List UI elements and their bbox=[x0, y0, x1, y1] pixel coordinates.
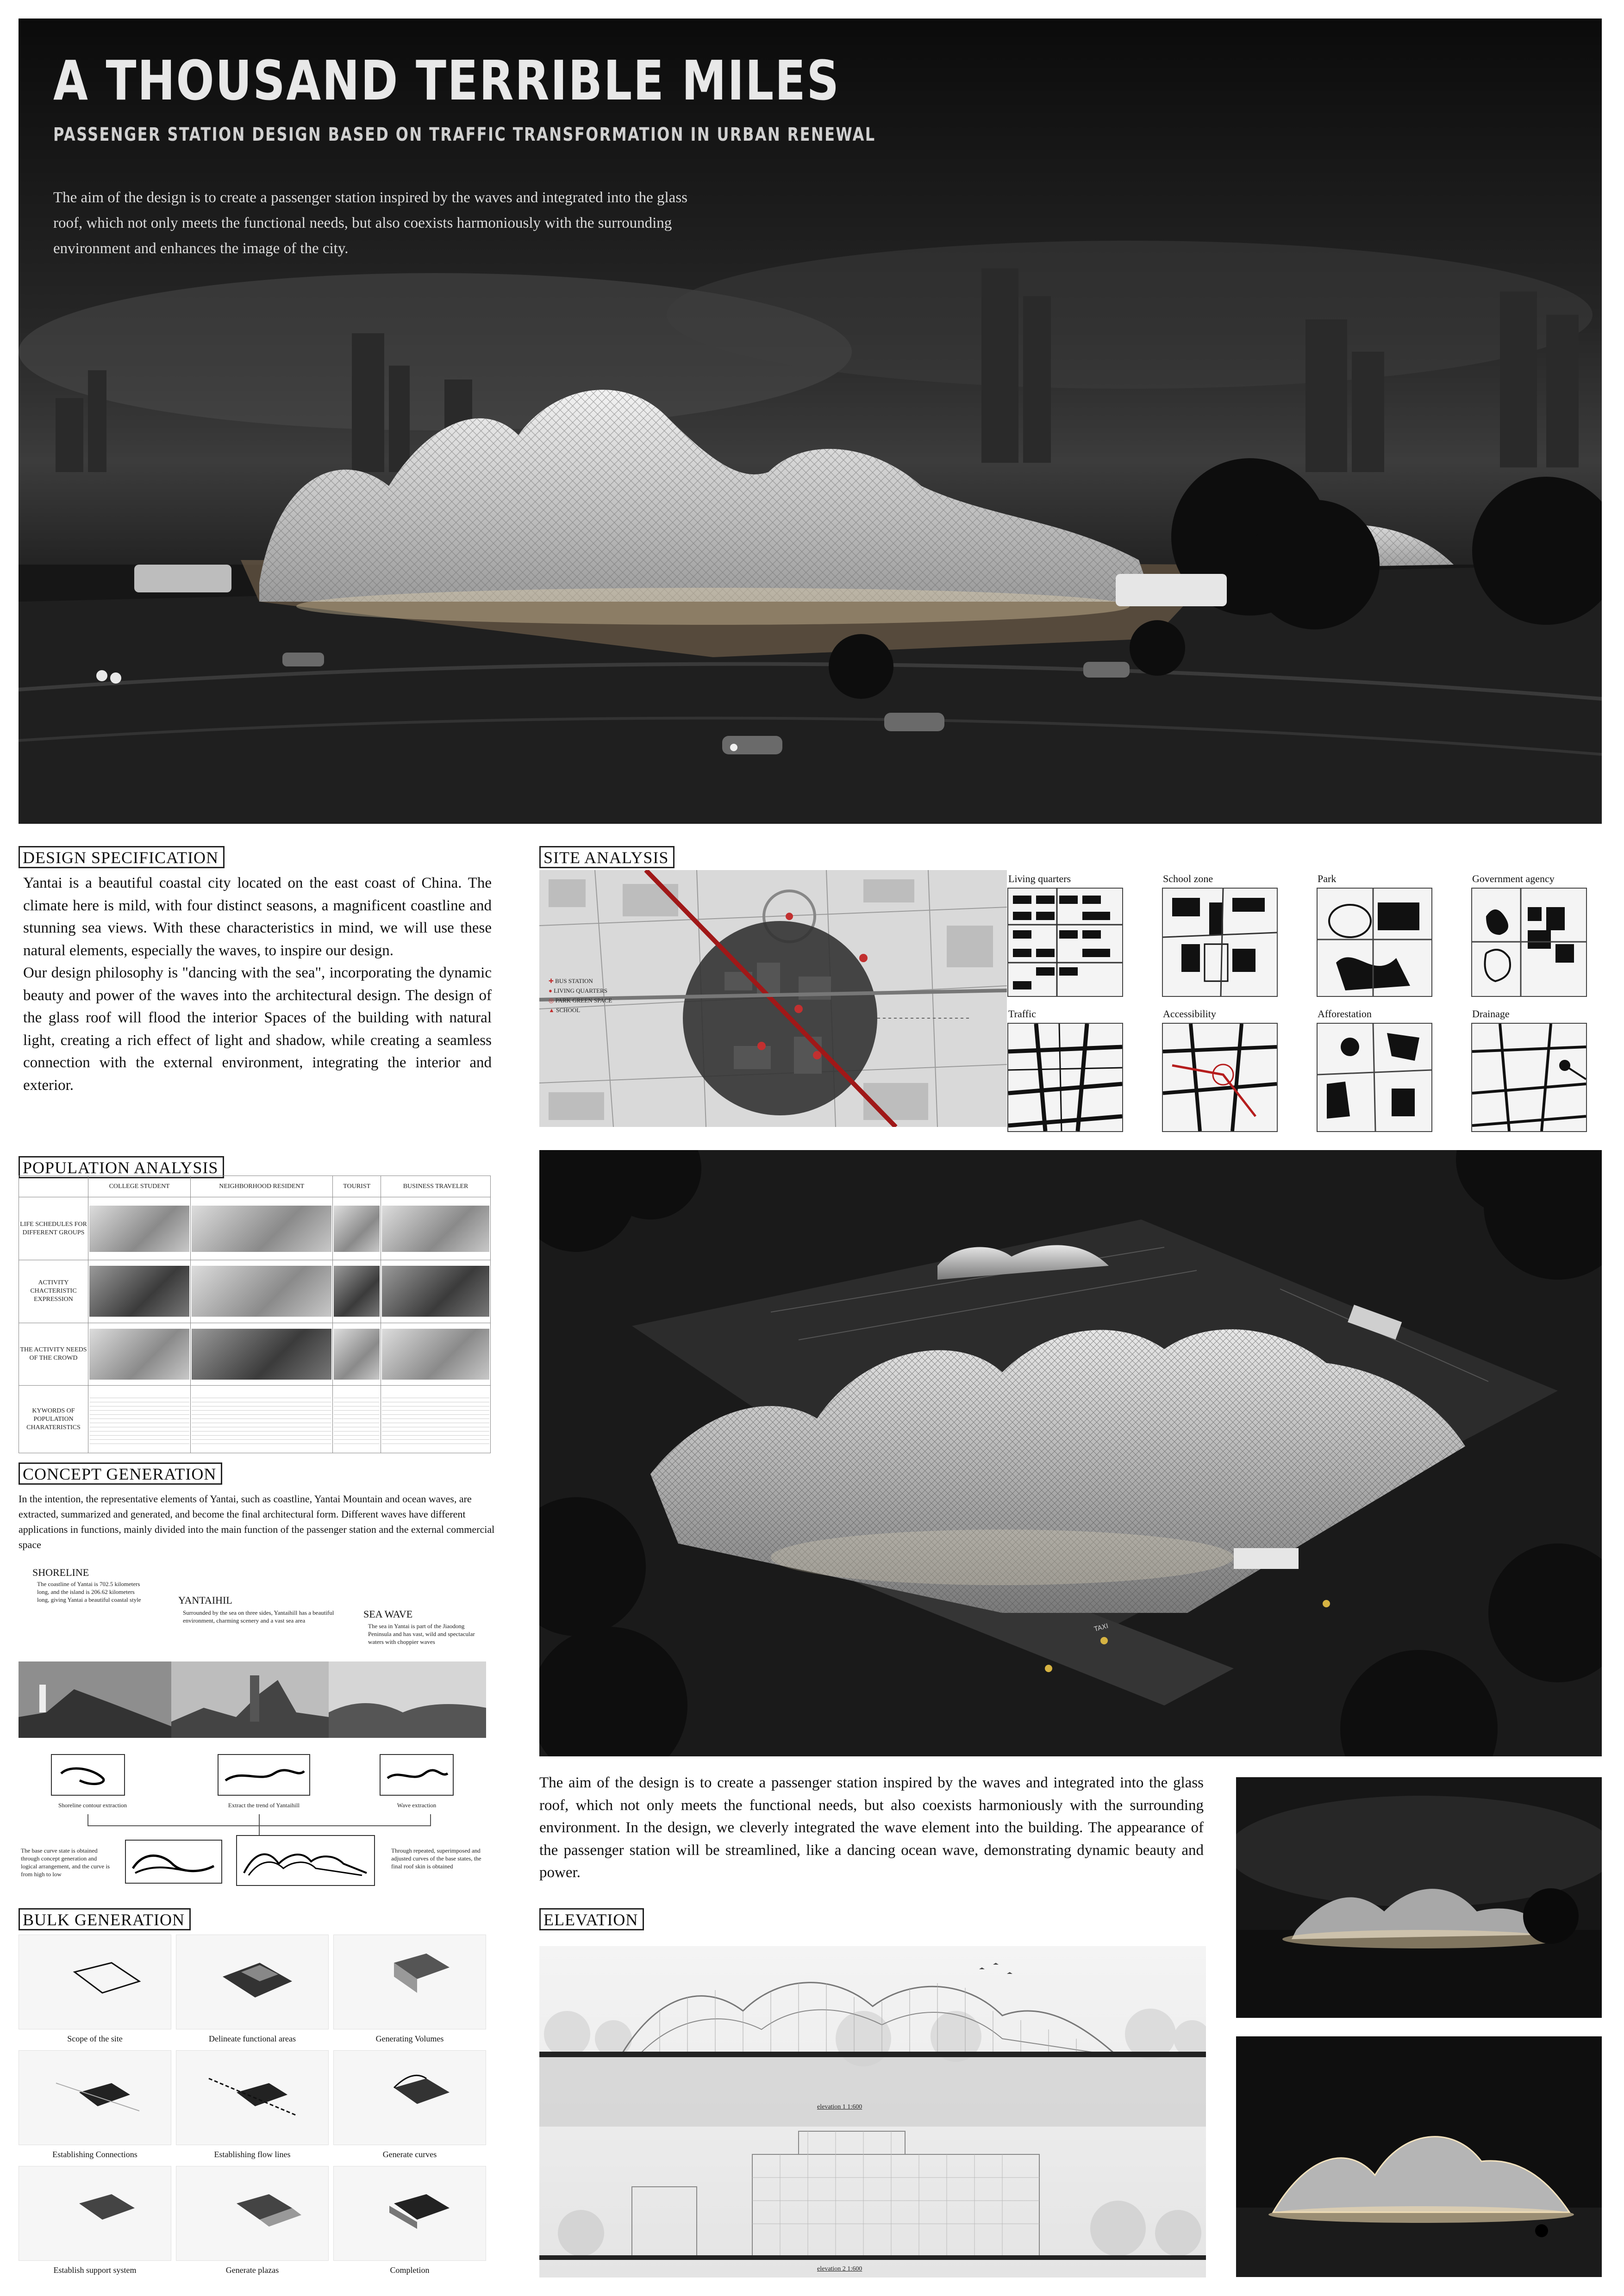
tile-drainage-map bbox=[1472, 1024, 1586, 1131]
yantaihil-text: Surrounded by the sea on three sides, Yantaihill has a beautiful environment, charming scenery and a vast sea area bbox=[183, 1609, 334, 1624]
elevation-illustration bbox=[539, 1946, 1206, 2277]
hero-description: The aim of the design is to create a passenger station inspired by the waves and integrated into the glass roof, which not only meets the functional needs, but also coexists harmoniously with the surrounding environment and enhances the image of the city. bbox=[53, 189, 688, 257]
needs-photo bbox=[334, 1329, 380, 1380]
design-aim-text: The aim of the design is to create a passenger station inspired by the waves and integrated into the glass roof, which not only meets the functional needs, but also coexists harmoniously with the surrounding environment. In the design, we cleverly integrated the wave element into the building. The appearance of the passenger station will be streamlined, like a dancing ocean wave, demonstrating dynamic beauty and power. bbox=[539, 1774, 1204, 1881]
tile-living-quarters bbox=[1007, 888, 1123, 997]
night-render-1 bbox=[1236, 1777, 1602, 2018]
extraction-hill: Extract the trend of Yantaihill bbox=[228, 1802, 300, 1809]
table-cell bbox=[191, 1260, 333, 1323]
night-render-2-drawing bbox=[1236, 2036, 1602, 2277]
schedule-chart bbox=[192, 1206, 331, 1252]
table-cell bbox=[333, 1260, 381, 1323]
design-spec-text bbox=[23, 872, 492, 1096]
activity-photo bbox=[334, 1266, 380, 1317]
legend-living-quarters: LIVING QUARTERS bbox=[554, 987, 607, 994]
table-cell bbox=[88, 1386, 191, 1453]
keyword-text-block bbox=[89, 1394, 189, 1445]
tile-label-school: School zone bbox=[1163, 873, 1213, 884]
col-tourist: TOURIST bbox=[333, 1176, 381, 1197]
tile-label-government: Government agency bbox=[1472, 873, 1555, 884]
hero-render bbox=[19, 19, 1602, 824]
shoreline-heading: SHORELINE bbox=[32, 1567, 89, 1578]
tile-drainage bbox=[1471, 1023, 1587, 1132]
bulk-drawing bbox=[334, 1935, 486, 2029]
concept-heading: CONCEPT GENERATION bbox=[19, 1462, 222, 1485]
site-analysis-heading: SITE ANALYSIS bbox=[539, 846, 675, 868]
bulk-step-9 bbox=[333, 2166, 486, 2261]
night-render-1-drawing bbox=[1236, 1777, 1602, 2018]
table-cell bbox=[191, 1323, 333, 1386]
elevation-drawings bbox=[539, 1946, 1206, 2277]
hill-curve bbox=[219, 1755, 309, 1795]
bulk-drawing bbox=[19, 2166, 171, 2261]
bulk-caption-6: Generate curves bbox=[382, 2150, 437, 2159]
base-curve-box bbox=[125, 1840, 222, 1884]
tile-traffic bbox=[1007, 1023, 1123, 1132]
tile-label-living: Living quarters bbox=[1008, 873, 1071, 884]
shoreline-text: The coastline of Yantai is 702.5 kilometers long, and the island is 206.62 kilometers long, giving Yantai a beautiful coastal style bbox=[37, 1580, 141, 1603]
schedule-chart bbox=[334, 1206, 380, 1252]
bulk-step-5 bbox=[176, 2050, 329, 2145]
tile-living-map bbox=[1008, 889, 1122, 996]
tile-park-map bbox=[1318, 889, 1431, 996]
tile-traffic-map bbox=[1008, 1024, 1122, 1131]
night-render-2 bbox=[1236, 2036, 1602, 2277]
design-spec-heading: DESIGN SPECIFICATION bbox=[19, 846, 225, 868]
elevation-heading: ELEVATION bbox=[539, 1908, 644, 1930]
wave-curve-box bbox=[380, 1754, 454, 1796]
concept-photos bbox=[19, 1661, 486, 1738]
tile-label-traffic: Traffic bbox=[1008, 1008, 1036, 1020]
base-curve-note: The base curve state is obtained through concept generation and logical arrangement, and the curve is from high to low bbox=[21, 1847, 110, 1878]
shoreline-curve-box bbox=[51, 1754, 125, 1796]
bulk-step-4 bbox=[19, 2050, 171, 2145]
bulk-drawing bbox=[19, 2051, 171, 2145]
legend-school: SCHOOL bbox=[556, 1007, 581, 1014]
activity-photo bbox=[382, 1266, 489, 1317]
table-cell bbox=[333, 1197, 381, 1260]
roof-skin-note: Through repeated, superimposed and adjusted curves of the base states, the final roof skin is obtained bbox=[391, 1847, 481, 1870]
needs-photo bbox=[192, 1329, 331, 1380]
tile-label-afforestation: Afforestation bbox=[1318, 1008, 1372, 1020]
table-cell bbox=[88, 1323, 191, 1386]
site-map bbox=[539, 870, 1007, 1127]
activity-photo bbox=[192, 1266, 331, 1317]
shoreline-curve bbox=[52, 1755, 124, 1795]
keyword-text-block bbox=[334, 1394, 380, 1445]
activity-photo bbox=[89, 1266, 189, 1317]
taxi-label: TAXI bbox=[1093, 1622, 1109, 1633]
extraction-shoreline: Shoreline contour extraction bbox=[58, 1802, 127, 1809]
bulk-step-2 bbox=[176, 1935, 329, 2029]
bulk-heading: BULK GENERATION bbox=[19, 1908, 191, 1930]
design-spec-para-1: Yantai is a beautiful coastal city located on the east coast of China. The climate here is mild, with four distinct seasons, a magnificent coastline and stunning sea views. With these characteristics in mind, we will use these natural elements, especially the waves, to inspire our design. bbox=[23, 875, 492, 959]
bulk-drawing bbox=[176, 2166, 329, 2261]
bulk-step-3 bbox=[333, 1935, 486, 2029]
bulk-caption-4: Establishing Connections bbox=[52, 2150, 137, 2159]
table-corner bbox=[19, 1176, 88, 1197]
table-cell bbox=[381, 1386, 491, 1453]
tile-afforestation-map bbox=[1318, 1024, 1431, 1131]
needs-photo bbox=[89, 1329, 189, 1380]
col-business-traveler: BUSINESS TRAVELER bbox=[381, 1176, 491, 1197]
tile-accessibility bbox=[1162, 1023, 1278, 1132]
table-cell bbox=[333, 1323, 381, 1386]
bulk-drawing bbox=[334, 2051, 486, 2145]
row-life-schedules: LIFE SCHEDULES FOR DIFFERENT GROUPS bbox=[19, 1197, 88, 1260]
sea-wave-text: The sea in Yantai is part of the Jiaodong Peninsula and has vast, wild and spectacular waters with choppier waves bbox=[368, 1623, 475, 1645]
row-activity-needs: THE ACTIVITY NEEDS OF THE CROWD bbox=[19, 1323, 88, 1386]
col-neighborhood-resident: NEIGHBORHOOD RESIDENT bbox=[191, 1176, 333, 1197]
tile-school-map bbox=[1163, 889, 1277, 996]
aerial-render bbox=[539, 1150, 1602, 1756]
elevation-2-caption: elevation 2 1:600 bbox=[817, 2265, 862, 2272]
extraction-wave: Wave extraction bbox=[397, 1802, 437, 1809]
table-cell bbox=[88, 1260, 191, 1323]
aerial-illustration bbox=[539, 1150, 1602, 1756]
bulk-step-1 bbox=[19, 1935, 171, 2029]
bulk-caption-8: Generate plazas bbox=[225, 2265, 279, 2275]
bulk-caption-3: Generating Volumes bbox=[375, 2034, 444, 2043]
elevation-1-caption: elevation 1 1:600 bbox=[817, 2103, 862, 2110]
tile-label-accessibility: Accessibility bbox=[1163, 1008, 1216, 1020]
bulk-step-7 bbox=[19, 2166, 171, 2261]
population-grid bbox=[19, 1176, 491, 1453]
bulk-drawing bbox=[176, 2051, 329, 2145]
legend-park: PARK GREEN SPACE bbox=[555, 997, 612, 1004]
bulk-caption-2: Delineate functional areas bbox=[209, 2034, 296, 2043]
tile-school-zone bbox=[1162, 888, 1278, 997]
table-cell bbox=[191, 1197, 333, 1260]
bulk-drawing bbox=[19, 1935, 171, 2029]
roof-skin bbox=[237, 1836, 374, 1885]
schedule-chart bbox=[382, 1206, 489, 1252]
roof-skin-box bbox=[236, 1835, 375, 1886]
tile-label-drainage: Drainage bbox=[1472, 1008, 1510, 1020]
concept-intro: In the intention, the representative elements of Yantai, such as coastline, Yantai Mountain and ocean waves, are extracted, summarized and generated, and become the final architectural form. Different waves have different applications in functions, mainly divided into the main function of the passenger station and the external commercial space bbox=[19, 1493, 495, 1550]
wave-curve bbox=[381, 1755, 453, 1795]
bulk-caption-7: Establish support system bbox=[53, 2265, 137, 2275]
bulk-caption-9: Completion bbox=[390, 2265, 430, 2275]
row-activity-characteristic: ACTIVITY CHACTERISTIC EXPRESSION bbox=[19, 1260, 88, 1323]
sea-wave-heading: SEA WAVE bbox=[363, 1608, 413, 1620]
bulk-drawing bbox=[334, 2166, 486, 2261]
table-cell bbox=[381, 1260, 491, 1323]
tile-label-park: Park bbox=[1318, 873, 1337, 884]
schedule-chart bbox=[89, 1206, 189, 1252]
bulk-caption-1: Scope of the site bbox=[67, 2034, 123, 2043]
design-spec-para-2: Our design philosophy is "dancing with the sea", incorporating the dynamic beauty and power of the waves into the architectural design. The design of the glass roof will flood the interior Spaces of the building with natural light, creating a rich effect of light and shadow, while creating a seamless connection with the external environment, integrating the interior and exterior. bbox=[23, 964, 492, 1094]
tile-accessibility-map bbox=[1163, 1024, 1277, 1131]
row-keywords: KYWORDS OF POPULATION CHARATERISTICS bbox=[19, 1386, 88, 1453]
tile-government-agency bbox=[1471, 888, 1587, 997]
site-legend: ✚ BUS STATION ● LIVING QUARTERS ◎ PARK GREEN SPACE ▲ SCHOOL bbox=[549, 977, 612, 1014]
tile-park bbox=[1317, 888, 1432, 997]
keyword-text-block bbox=[382, 1394, 489, 1445]
poster-title: A THOUSAND TERRIBLE MILES bbox=[53, 49, 840, 112]
concept-photo-strip bbox=[19, 1661, 486, 1738]
yantaihil-heading: YANTAIHIL bbox=[178, 1594, 232, 1606]
population-table bbox=[19, 1176, 491, 1453]
legend-bus-station: BUS STATION bbox=[555, 977, 593, 984]
keyword-text-block bbox=[192, 1394, 331, 1445]
tile-government-map bbox=[1472, 889, 1586, 996]
base-curve bbox=[126, 1841, 221, 1883]
needs-photo bbox=[382, 1329, 489, 1380]
bulk-caption-5: Establishing flow lines bbox=[214, 2150, 291, 2159]
bulk-step-6 bbox=[333, 2050, 486, 2145]
bulk-drawing bbox=[176, 1935, 329, 2029]
poster-subtitle: PASSENGER STATION DESIGN BASED ON TRAFFIC TRANSFORMATION IN URBAN RENEWAL bbox=[53, 124, 876, 145]
bulk-step-8 bbox=[176, 2166, 329, 2261]
table-cell bbox=[191, 1386, 333, 1453]
table-cell bbox=[88, 1197, 191, 1260]
population-heading: POPULATION ANALYSIS bbox=[19, 1156, 224, 1178]
hill-curve-box bbox=[218, 1754, 310, 1796]
table-cell bbox=[381, 1323, 491, 1386]
tile-afforestation bbox=[1317, 1023, 1432, 1132]
table-cell bbox=[333, 1386, 381, 1453]
table-cell bbox=[381, 1197, 491, 1260]
col-college-student: COLLEGE STUDENT bbox=[88, 1176, 191, 1197]
